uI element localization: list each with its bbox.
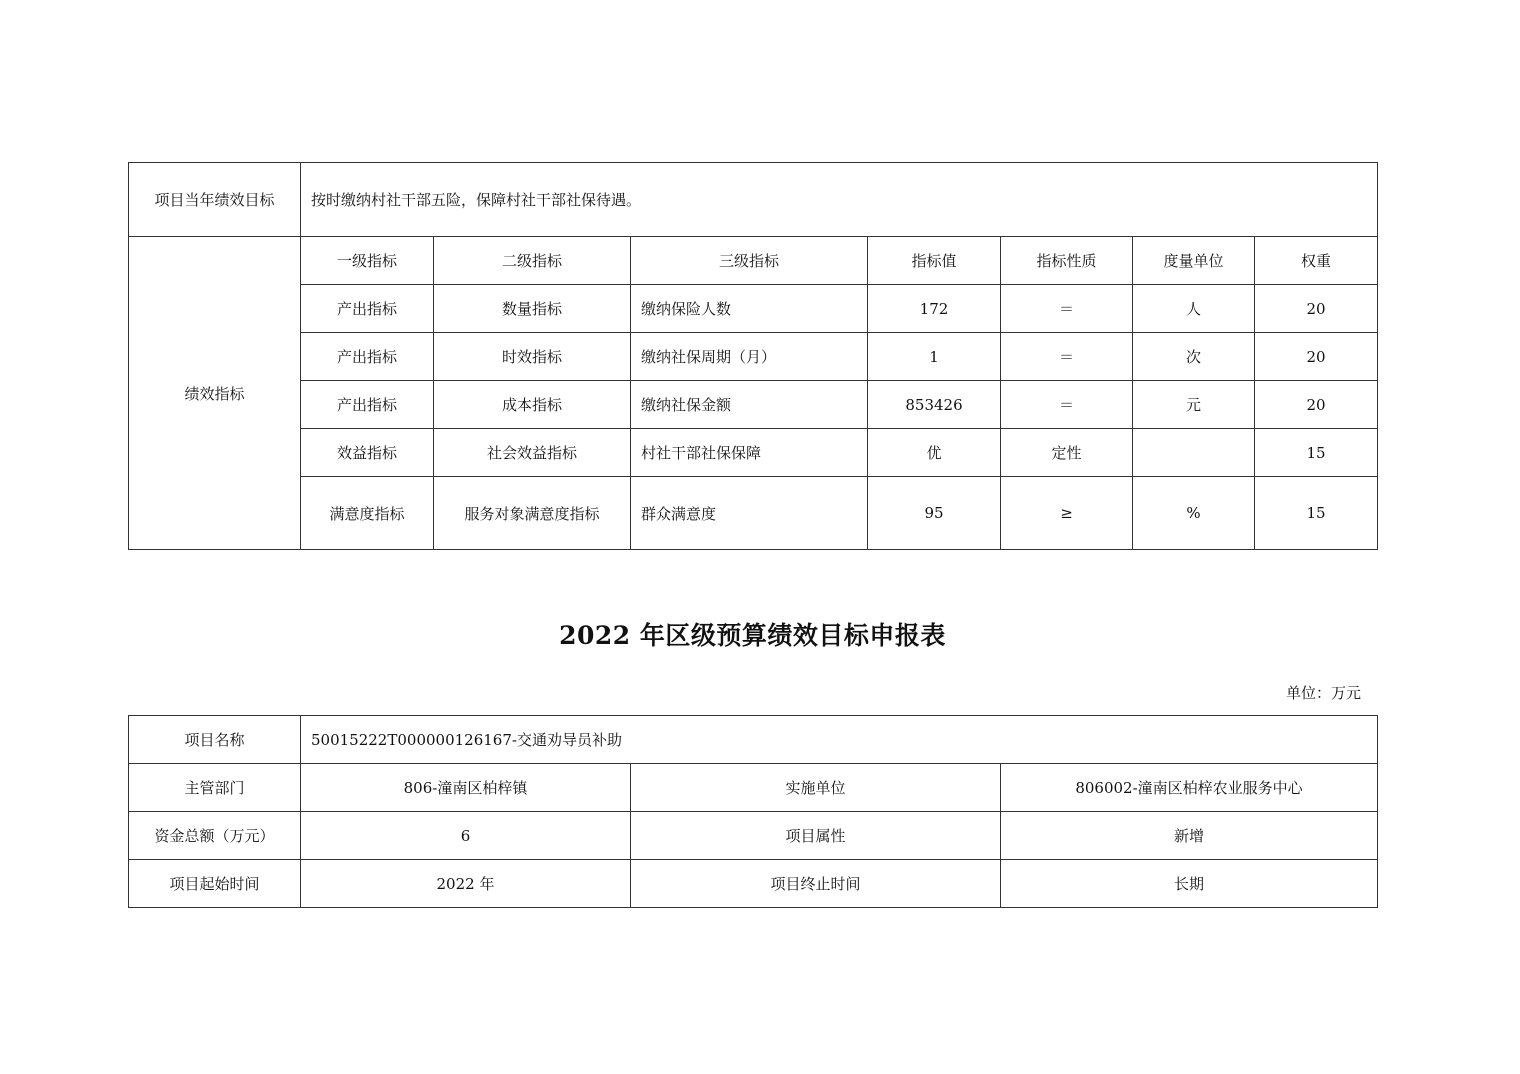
nature-cell: ＝ [1001, 285, 1133, 333]
project-name-value: 50015222T000000126167-交通劝导员补助 [301, 716, 1378, 764]
table-row [129, 860, 1378, 908]
start-value: 2022 年 [301, 860, 631, 908]
project-name-label: 项目名称 [129, 716, 301, 764]
header-level2: 二级指标 [434, 237, 631, 285]
table-row [129, 333, 1378, 381]
level1-cell: 产出指标 [301, 333, 434, 381]
goal-label: 项目当年绩效目标 [129, 163, 301, 237]
level3-cell: 缴纳社保周期（月） [631, 333, 868, 381]
unit-cell: 元 [1133, 381, 1255, 429]
indicator-label: 绩效指标 [129, 237, 301, 550]
table-row [129, 716, 1378, 764]
unit-note: 单位：万元 [1286, 684, 1362, 702]
level1-cell: 产出指标 [301, 381, 434, 429]
table-row [129, 285, 1378, 333]
level2-cell: 成本指标 [434, 381, 631, 429]
unit-cell: % [1133, 477, 1255, 550]
header-level3: 三级指标 [631, 237, 868, 285]
impl-label: 实施单位 [631, 764, 1001, 812]
form-title: 2022 年区级预算绩效目标申报表 [559, 621, 946, 650]
level1-cell: 满意度指标 [301, 477, 434, 550]
impl-value: 806002-潼南区柏梓农业服务中心 [1001, 764, 1378, 812]
nature-cell: 定性 [1001, 429, 1133, 477]
value-cell: 95 [868, 477, 1001, 550]
fund-value: 6 [301, 812, 631, 860]
weight-cell: 15 [1255, 429, 1378, 477]
level3-cell: 群众满意度 [631, 477, 868, 550]
table-row [129, 429, 1378, 477]
goal-text: 按时缴纳村社干部五险，保障村社干部社保待遇。 [301, 163, 1378, 237]
weight-cell: 20 [1255, 285, 1378, 333]
table-row [129, 812, 1378, 860]
fund-label: 资金总额（万元） [129, 812, 301, 860]
dept-value: 806-潼南区柏梓镇 [301, 764, 631, 812]
performance-indicator-table [128, 162, 1378, 550]
level2-cell: 服务对象满意度指标 [434, 477, 631, 550]
end-value: 长期 [1001, 860, 1378, 908]
nature-cell: ＝ [1001, 333, 1133, 381]
unit-cell: 人 [1133, 285, 1255, 333]
nature-cell: ≥ [1001, 477, 1133, 550]
value-cell: 853426 [868, 381, 1001, 429]
project-info-table [128, 715, 1378, 908]
level3-cell: 缴纳保险人数 [631, 285, 868, 333]
table-row [129, 381, 1378, 429]
value-cell: 优 [868, 429, 1001, 477]
attr-value: 新增 [1001, 812, 1378, 860]
header-unit: 度量单位 [1133, 237, 1255, 285]
level3-cell: 村社干部社保保障 [631, 429, 868, 477]
unit-cell [1133, 429, 1255, 477]
level3-cell: 缴纳社保金额 [631, 381, 868, 429]
dept-label: 主管部门 [129, 764, 301, 812]
value-cell: 1 [868, 333, 1001, 381]
level1-cell: 产出指标 [301, 285, 434, 333]
unit-cell: 次 [1133, 333, 1255, 381]
attr-label: 项目属性 [631, 812, 1001, 860]
level2-cell: 社会效益指标 [434, 429, 631, 477]
table-row [129, 764, 1378, 812]
nature-cell: ＝ [1001, 381, 1133, 429]
header-value: 指标值 [868, 237, 1001, 285]
end-label: 项目终止时间 [631, 860, 1001, 908]
weight-cell: 15 [1255, 477, 1378, 550]
level2-cell: 数量指标 [434, 285, 631, 333]
header-level1: 一级指标 [301, 237, 434, 285]
table-row [129, 477, 1378, 550]
header-weight: 权重 [1255, 237, 1378, 285]
weight-cell: 20 [1255, 381, 1378, 429]
header-nature: 指标性质 [1001, 237, 1133, 285]
level2-cell: 时效指标 [434, 333, 631, 381]
level1-cell: 效益指标 [301, 429, 434, 477]
start-label: 项目起始时间 [129, 860, 301, 908]
weight-cell: 20 [1255, 333, 1378, 381]
value-cell: 172 [868, 285, 1001, 333]
